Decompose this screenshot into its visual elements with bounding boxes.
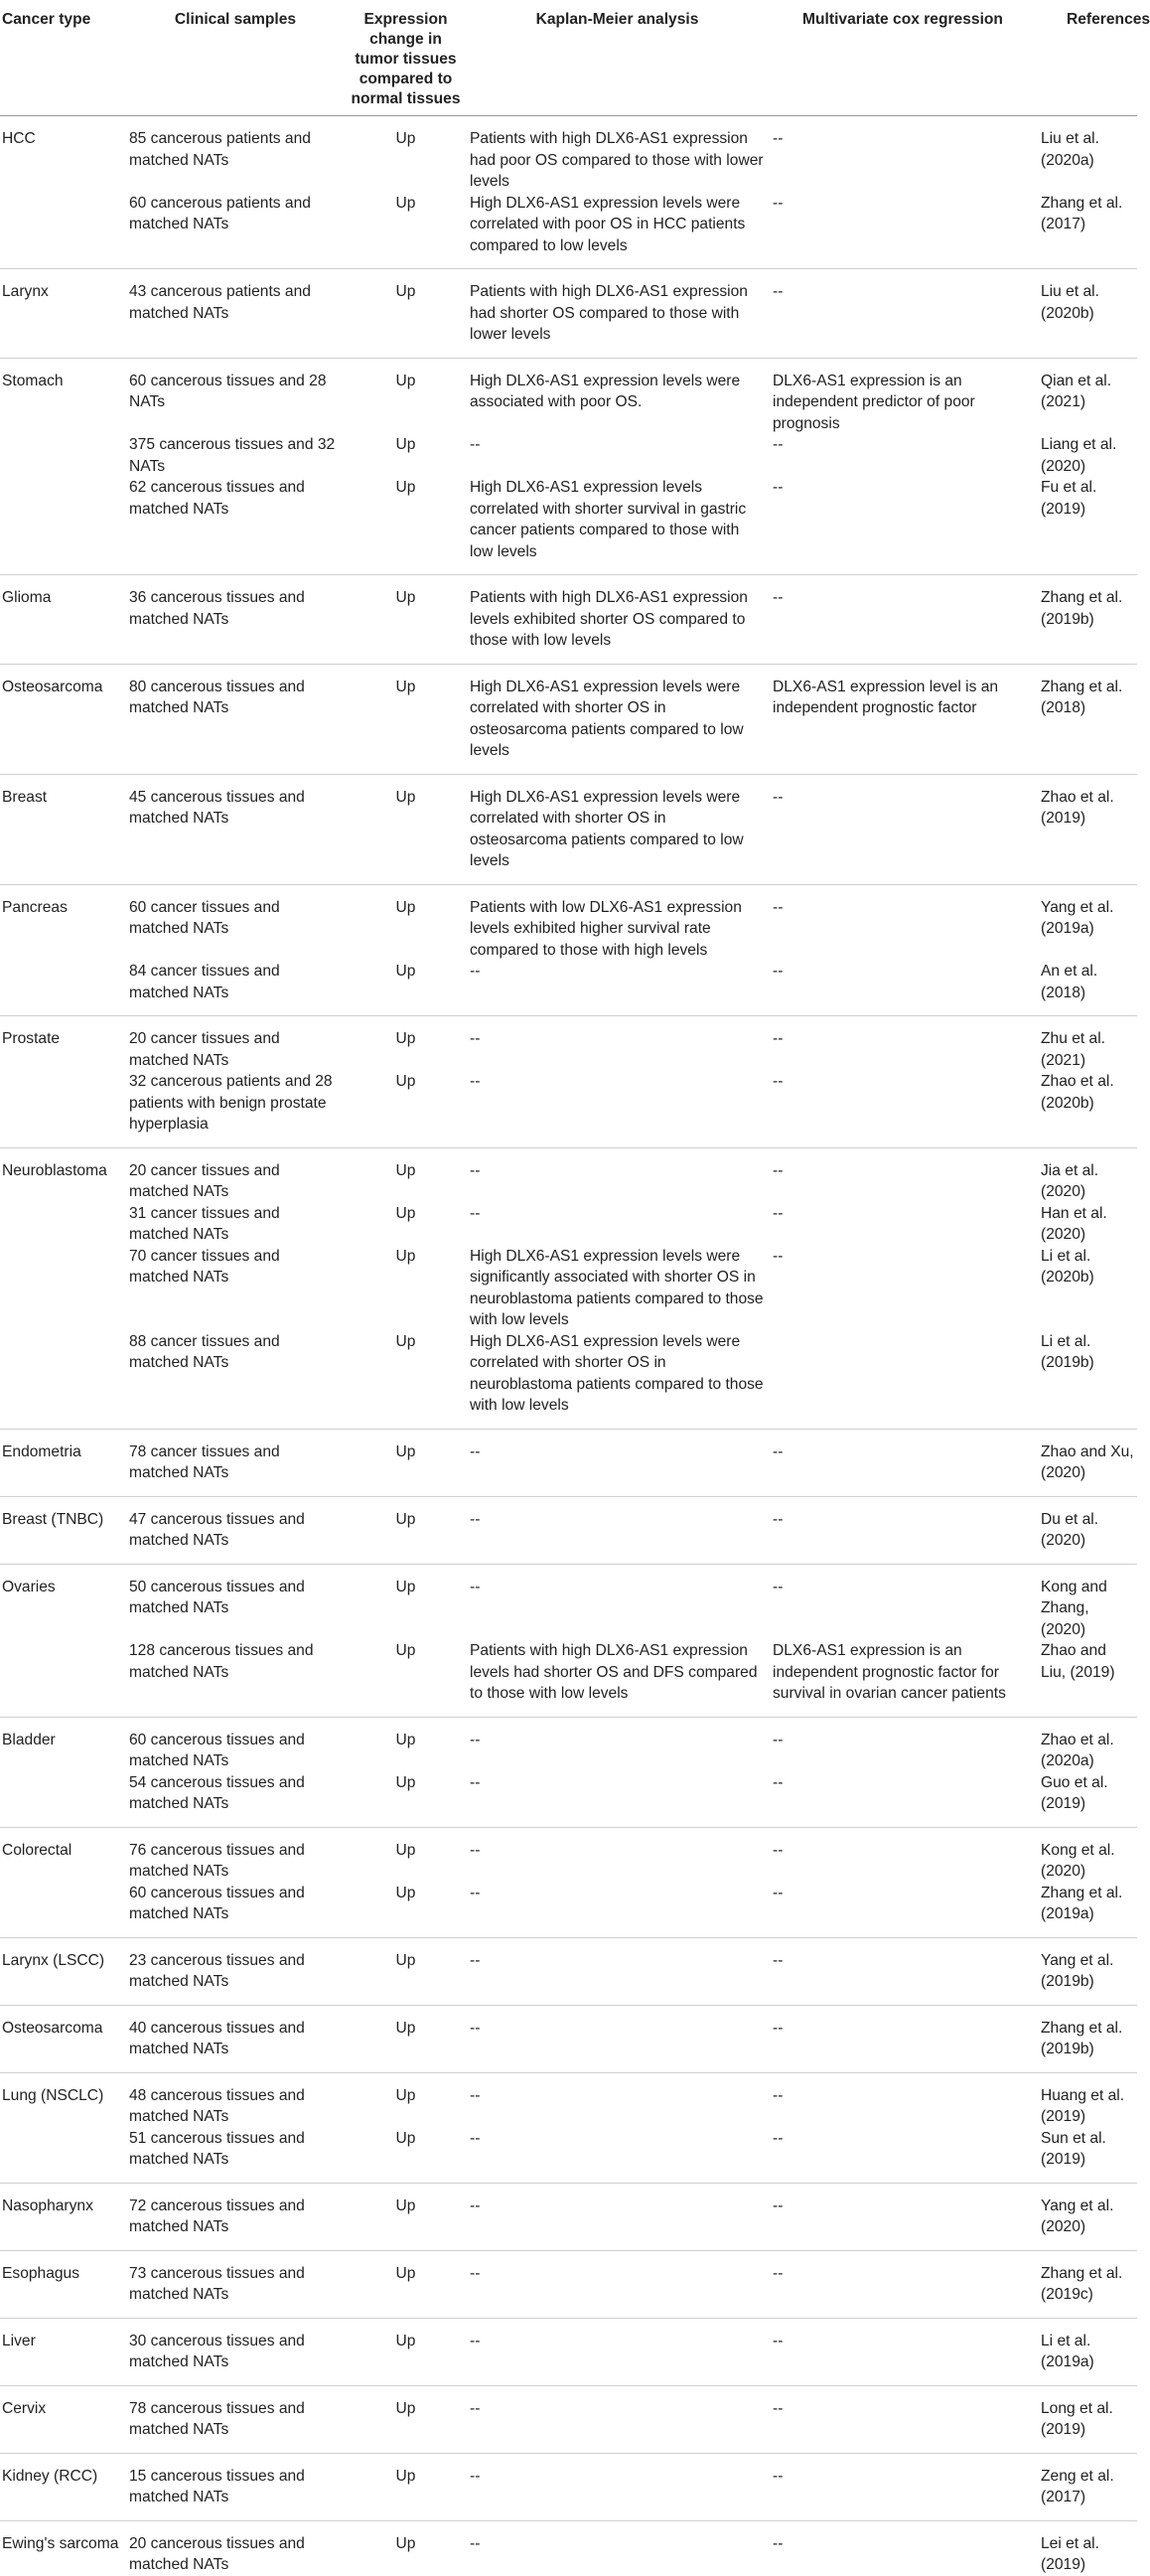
kaplan-meier-cell: -- xyxy=(466,1937,769,2005)
cancer-type-cell xyxy=(0,2128,125,2184)
cox-regression-cell: -- xyxy=(769,193,1037,269)
clinical-samples-cell: 54 cancerous tissues and matched NATs xyxy=(125,1772,346,1828)
clinical-samples-cell: 60 cancerous tissues and matched NATs xyxy=(129,1731,305,1769)
cancer-type-cell xyxy=(0,1203,125,1246)
kaplan-meier-cell: -- xyxy=(466,2250,769,2318)
reference-cell: Yang et al. (2020) xyxy=(1037,2183,1137,2250)
reference-cell: Li et al. (2019b) xyxy=(1037,1331,1137,1430)
cox-regression-cell: -- xyxy=(769,2318,1037,2385)
cancer-type-cell xyxy=(0,434,125,477)
clinical-samples-cell: 60 cancerous patients and matched NATs xyxy=(125,193,346,269)
expression-cell: Up xyxy=(346,1937,466,2005)
cancer-type-cell xyxy=(0,1246,125,1331)
reference-cell: Fu et al. (2019) xyxy=(1037,477,1137,575)
reference-cell: Zhang et al. (2018) xyxy=(1037,664,1137,774)
kaplan-meier-cell: -- xyxy=(466,1496,769,1564)
expression-cell: Up xyxy=(346,2183,466,2250)
clinical-samples-cell: 31 cancer tissues and matched NATs xyxy=(129,1204,280,1243)
kaplan-meier-cell: -- xyxy=(466,1883,769,1938)
expression-cell: Up xyxy=(395,2534,416,2552)
cancer-type-cell xyxy=(0,193,125,269)
clinical-samples-cell: 43 cancerous patients and matched NATs xyxy=(125,269,346,359)
reference-cell: Zhao et al. (2019) xyxy=(1037,774,1137,884)
table-row xyxy=(0,2005,1137,2072)
cox-regression-cell: -- xyxy=(769,2453,1037,2520)
header-references: References xyxy=(1037,0,1137,116)
table-row xyxy=(0,116,1137,193)
expression-cell: Up xyxy=(395,1578,416,1595)
clinical-samples-cell: 20 cancerous tissues and matched NATs xyxy=(129,2534,305,2573)
kaplan-meier-cell: -- xyxy=(466,961,769,1016)
cox-regression-cell: -- xyxy=(769,575,1037,665)
reference-cell: Li et al. (2019a) xyxy=(1037,2318,1137,2385)
expression-cell: Up xyxy=(346,477,466,575)
cancer-type-cell: Glioma xyxy=(0,575,125,665)
reference-cell: Zhao et al. (2020a) xyxy=(1041,1731,1114,1769)
table-row xyxy=(0,193,1137,269)
cancer-type-cell: Prostate xyxy=(2,1030,61,1047)
cancer-type-cell: Lung (NSCLC) xyxy=(2,2086,104,2104)
cancer-type-cell: Larynx xyxy=(0,269,125,359)
header-cancer-type: Cancer type xyxy=(0,0,125,116)
expression-cell: Up xyxy=(395,1161,416,1179)
clinical-samples-cell: 60 cancerous tissues and matched NATs xyxy=(125,1883,346,1938)
expression-cell: Up xyxy=(346,575,466,665)
expression-cell: Up xyxy=(395,130,416,147)
header-expression-change: Expression change in tumor tissues compared to normal tissues xyxy=(346,0,466,116)
cox-regression-cell: -- xyxy=(769,1883,1037,1938)
table-row xyxy=(0,1331,1137,1430)
cancer-type-cell: Esophagus xyxy=(0,2250,125,2318)
reference-cell: Lei et al. (2019) xyxy=(1041,2534,1099,2573)
cancer-type-cell: Neuroblastoma xyxy=(2,1161,107,1179)
kaplan-meier-cell: Patients with high DLX6-AS1 expression levels had shorter OS and DFS compared to those with low levels xyxy=(466,1640,769,1717)
kaplan-meier-cell: Patients with high DLX6-AS1 expression had poor OS compared to those with lower levels xyxy=(470,130,764,190)
reference-cell: Liu et al. (2020a) xyxy=(1041,130,1099,169)
cancer-type-cell xyxy=(0,1640,125,1717)
table-row xyxy=(0,1246,1137,1331)
reference-cell: Zhang et al. (2019c) xyxy=(1037,2250,1137,2318)
header-kaplan-meier: Kaplan-Meier analysis xyxy=(466,0,769,116)
table-row xyxy=(0,1203,1137,1246)
kaplan-meier-cell: -- xyxy=(470,1578,481,1595)
clinical-samples-cell: 73 cancerous tissues and matched NATs xyxy=(125,2250,346,2318)
expression-cell: Up xyxy=(395,2086,416,2104)
cancer-type-cell xyxy=(0,1883,125,1938)
expression-cell: Up xyxy=(395,1731,416,1748)
kaplan-meier-cell: -- xyxy=(470,1841,481,1859)
clinical-samples-cell: 128 cancerous tissues and matched NATs xyxy=(125,1640,346,1717)
clinical-samples-cell: 78 cancer tissues and matched NATs xyxy=(125,1429,346,1496)
cancer-type-cell: Liver xyxy=(0,2318,125,2385)
cox-regression-cell xyxy=(769,1331,1037,1430)
reference-cell: Du et al. (2020) xyxy=(1037,1496,1137,1564)
kaplan-meier-cell: -- xyxy=(466,1429,769,1496)
cox-regression-cell: -- xyxy=(769,1937,1037,2005)
clinical-samples-cell: 36 cancerous tissues and matched NATs xyxy=(125,575,346,665)
expression-cell: Up xyxy=(346,2005,466,2072)
table-row xyxy=(0,1883,1137,1938)
clinical-samples-cell: 45 cancerous tissues and matched NATs xyxy=(125,774,346,884)
table-row xyxy=(0,2385,1137,2453)
kaplan-meier-cell: -- xyxy=(466,2453,769,2520)
cox-regression-cell: -- xyxy=(773,1247,784,1265)
table-row xyxy=(0,358,1137,434)
kaplan-meier-cell: High DLX6-AS1 expression levels were correlated with shorter OS in osteosarcoma patients compared to low levels xyxy=(466,664,769,774)
expression-cell: Up xyxy=(346,269,466,359)
kaplan-meier-cell: -- xyxy=(466,2005,769,2072)
cancer-type-cell: Bladder xyxy=(2,1731,56,1748)
clinical-samples-cell: 88 cancer tissues and matched NATs xyxy=(125,1331,346,1430)
reference-cell: Long et al. (2019) xyxy=(1037,2385,1137,2453)
clinical-samples-cell: 20 cancer tissues and matched NATs xyxy=(129,1161,280,1200)
expression-cell: Up xyxy=(395,1841,416,1859)
expression-cell: Up xyxy=(346,1640,466,1717)
cox-regression-cell: -- xyxy=(769,2385,1037,2453)
cancer-type-cell: Breast xyxy=(0,774,125,884)
table-row xyxy=(0,1937,1137,2005)
cancer-type-cell: Stomach xyxy=(2,372,64,389)
reference-cell: Qian et al. (2021) xyxy=(1041,372,1112,410)
table-row xyxy=(0,1640,1137,1717)
reference-cell: Zhang et al. (2019a) xyxy=(1037,1883,1137,1938)
cancer-type-cell: Ewing's sarcoma xyxy=(2,2534,119,2552)
cancer-type-cell xyxy=(0,477,125,575)
cancer-type-cell xyxy=(0,1331,125,1430)
table-row xyxy=(0,434,1137,477)
cancer-type-cell: Colorectal xyxy=(2,1841,72,1859)
expression-cell: Up xyxy=(346,2250,466,2318)
cox-regression-cell: -- xyxy=(769,774,1037,884)
cox-regression-cell: -- xyxy=(773,1578,784,1595)
table-row xyxy=(0,477,1137,575)
cancer-type-cell: Breast (TNBC) xyxy=(0,1496,125,1564)
cox-regression-cell: -- xyxy=(773,2086,784,2104)
clinical-samples-cell: 84 cancer tissues and matched NATs xyxy=(125,961,346,1016)
clinical-samples-cell: 62 cancerous tissues and matched NATs xyxy=(125,477,346,575)
header-row xyxy=(0,0,1137,116)
cox-regression-cell: -- xyxy=(769,477,1037,575)
cox-regression-cell: -- xyxy=(769,1772,1037,1828)
table-row xyxy=(0,774,1137,884)
reference-cell: Yang et al. (2019a) xyxy=(1041,898,1114,937)
reference-cell: Guo et al. (2019) xyxy=(1037,1772,1137,1828)
table-row xyxy=(0,1827,1137,1883)
reference-cell: Sun et al. (2019) xyxy=(1037,2128,1137,2184)
reference-cell: Liu et al. (2020b) xyxy=(1037,269,1137,359)
table-row xyxy=(0,961,1137,1016)
kaplan-meier-cell: High DLX6-AS1 expression levels were correlated with poor OS in HCC patients compared to low levels xyxy=(466,193,769,269)
table-row xyxy=(0,2072,1137,2128)
expression-cell: Up xyxy=(346,1071,466,1147)
table-row xyxy=(0,2318,1137,2385)
kaplan-meier-cell: -- xyxy=(470,436,481,453)
kaplan-meier-cell: High DLX6-AS1 expression levels correlated with shorter survival in gastric cancer patients compared to those with low levels xyxy=(466,477,769,575)
expression-cell: Up xyxy=(395,1030,416,1047)
cancer-type-cell xyxy=(0,961,125,1016)
clinical-samples-cell: 80 cancerous tissues and matched NATs xyxy=(125,664,346,774)
expression-cell: Up xyxy=(346,1772,466,1828)
reference-cell: Zhao et al. (2020b) xyxy=(1037,1071,1137,1147)
cancer-type-cell: HCC xyxy=(2,130,36,147)
reference-cell: Kong et al. (2020) xyxy=(1041,1841,1115,1880)
clinical-samples-cell: 30 cancerous tissues and matched NATs xyxy=(125,2318,346,2385)
cox-regression-cell: DLX6-AS1 expression is an independent prognostic factor for survival in ovarian cancer patients xyxy=(769,1640,1037,1717)
reference-cell: Liang et al. (2020) xyxy=(1041,436,1117,475)
cancer-type-cell: Pancreas xyxy=(2,898,68,916)
clinical-samples-cell: 76 cancerous tissues and matched NATs xyxy=(129,1841,305,1880)
expression-cell: Up xyxy=(395,372,416,389)
reference-cell: Kong and Zhang, (2020) xyxy=(1041,1578,1107,1638)
table-row xyxy=(0,2183,1137,2250)
expression-cell: Up xyxy=(395,1204,416,1222)
header-clinical-samples: Clinical samples xyxy=(125,0,346,116)
kaplan-meier-cell: High DLX6-AS1 expression levels were correlated with shorter OS in neuroblastoma patients compared to those with low levels xyxy=(466,1331,769,1430)
kaplan-meier-cell: -- xyxy=(466,2385,769,2453)
expression-cell: Up xyxy=(346,2318,466,2385)
cancer-type-cell: Cervix xyxy=(0,2385,125,2453)
expression-cell: Up xyxy=(395,898,416,916)
expression-cell: Up xyxy=(346,193,466,269)
expression-cell: Up xyxy=(346,1883,466,1938)
kaplan-meier-cell: High DLX6-AS1 expression levels were associated with poor OS. xyxy=(470,372,741,410)
cox-regression-cell: -- xyxy=(769,269,1037,359)
table-row xyxy=(0,2520,1137,2576)
reference-cell: Zhao and Liu, (2019) xyxy=(1037,1640,1137,1717)
reference-cell: Zeng et al. (2017) xyxy=(1037,2453,1137,2520)
clinical-samples-cell: 32 cancerous patients and 28 patients with benign prostate hyperplasia xyxy=(125,1071,346,1147)
cancer-type-cell: Larynx (LSCC) xyxy=(0,1937,125,2005)
table-row xyxy=(0,664,1137,774)
cox-regression-cell: -- xyxy=(773,1841,784,1859)
cox-regression-cell: -- xyxy=(769,1429,1037,1496)
table-row xyxy=(0,1429,1137,1496)
kaplan-meier-cell: -- xyxy=(466,2183,769,2250)
expression-cell: Up xyxy=(395,436,416,453)
reference-cell: Zhao and Xu, (2020) xyxy=(1037,1429,1137,1496)
reference-cell: Huang et al. (2019) xyxy=(1041,2086,1125,2125)
cox-regression-cell: -- xyxy=(773,1161,784,1179)
reference-cell: Zhang et al. (2019b) xyxy=(1037,575,1137,665)
cox-regression-cell: -- xyxy=(773,2534,784,2552)
reference-cell: Zhang et al. (2017) xyxy=(1037,193,1137,269)
clinical-samples-cell: 375 cancerous tissues and 32 NATs xyxy=(129,436,336,475)
table-row xyxy=(0,884,1137,961)
table-row xyxy=(0,1772,1137,1828)
reference-cell: Li et al. (2020b) xyxy=(1041,1247,1094,1286)
table-row xyxy=(0,1071,1137,1147)
clinical-samples-cell: 48 cancerous tissues and matched NATs xyxy=(129,2086,305,2125)
cancer-type-cell: Kidney (RCC) xyxy=(0,2453,125,2520)
cancer-type-cell: Ovaries xyxy=(2,1578,56,1595)
kaplan-meier-cell: -- xyxy=(466,2128,769,2184)
table-row xyxy=(0,2128,1137,2184)
clinical-samples-cell: 50 cancerous tissues and matched NATs xyxy=(129,1578,305,1616)
clinical-samples-cell: 78 cancerous tissues and matched NATs xyxy=(125,2385,346,2453)
kaplan-meier-cell: -- xyxy=(470,2086,481,2104)
clinical-samples-cell: 51 cancerous tissues and matched NATs xyxy=(125,2128,346,2184)
cancer-type-cell xyxy=(0,1071,125,1147)
expression-cell: Up xyxy=(395,1247,416,1265)
cox-regression-cell: -- xyxy=(769,1071,1037,1147)
kaplan-meier-cell: -- xyxy=(470,2534,481,2552)
expression-cell: Up xyxy=(346,2128,466,2184)
kaplan-meier-cell: High DLX6-AS1 expression levels were significantly associated with shorter OS in neuroblastoma patients compared to those with low levels xyxy=(470,1247,764,1328)
expression-cell: Up xyxy=(346,1331,466,1430)
expression-cell: Up xyxy=(346,1429,466,1496)
cox-regression-cell: -- xyxy=(769,1496,1037,1564)
cox-regression-cell: DLX6-AS1 expression is an independent predictor of poor prognosis xyxy=(773,372,975,432)
cox-regression-cell: -- xyxy=(769,2250,1037,2318)
cancer-type-cell: Endometria xyxy=(0,1429,125,1496)
table-row xyxy=(0,2453,1137,2520)
kaplan-meier-cell: Patients with high DLX6-AS1 expression levels exhibited shorter OS compared to those with low levels xyxy=(466,575,769,665)
table-row xyxy=(0,575,1137,665)
table-row xyxy=(0,1564,1137,1640)
kaplan-meier-cell: Patients with low DLX6-AS1 expression levels exhibited higher survival rate compared to those with high levels xyxy=(470,898,742,959)
clinical-samples-cell: 60 cancer tissues and matched NATs xyxy=(129,898,280,937)
kaplan-meier-cell: Patients with high DLX6-AS1 expression had shorter OS compared to those with lower levels xyxy=(466,269,769,359)
clinical-samples-cell: 60 cancerous tissues and 28 NATs xyxy=(129,372,327,410)
cancer-type-cell: Nasopharynx xyxy=(0,2183,125,2250)
clinical-samples-cell: 47 cancerous tissues and matched NATs xyxy=(125,1496,346,1564)
reference-cell: Yang et al. (2019b) xyxy=(1037,1937,1137,2005)
expression-cell: Up xyxy=(346,961,466,1016)
clinical-samples-cell: 40 cancerous tissues and matched NATs xyxy=(125,2005,346,2072)
kaplan-meier-cell: -- xyxy=(470,1030,481,1047)
clinical-samples-cell: 72 cancerous tissues and matched NATs xyxy=(125,2183,346,2250)
cancer-type-cell xyxy=(0,1772,125,1828)
expression-cell: Up xyxy=(346,664,466,774)
table-body xyxy=(0,116,1137,2576)
expression-cell: Up xyxy=(346,774,466,884)
table-row xyxy=(0,2250,1137,2318)
kaplan-meier-cell: -- xyxy=(466,2318,769,2385)
cox-regression-cell: -- xyxy=(773,1030,784,1047)
cox-regression-cell: -- xyxy=(773,1204,784,1222)
cox-regression-cell: DLX6-AS1 expression level is an independent prognostic factor xyxy=(769,664,1037,774)
kaplan-meier-cell: -- xyxy=(470,1731,481,1748)
clinical-samples-cell: 23 cancerous tissues and matched NATs xyxy=(125,1937,346,2005)
cox-regression-cell: -- xyxy=(769,2128,1037,2184)
reference-cell: Zhang et al. (2019b) xyxy=(1037,2005,1137,2072)
clinical-samples-cell: 85 cancerous patients and matched NATs xyxy=(129,130,311,169)
clinical-samples-cell: 15 cancerous tissues and matched NATs xyxy=(125,2453,346,2520)
kaplan-meier-cell: -- xyxy=(470,1204,481,1222)
reference-cell: Jia et al. (2020) xyxy=(1041,1161,1099,1200)
table-row xyxy=(0,1016,1137,1072)
expression-cell: Up xyxy=(346,1496,466,1564)
kaplan-meier-cell: -- xyxy=(466,1772,769,1828)
reference-cell: Zhu et al. (2021) xyxy=(1041,1030,1106,1069)
kaplan-meier-cell: -- xyxy=(470,1161,481,1179)
table-row xyxy=(0,1496,1137,1564)
cancer-type-cell: Osteosarcoma xyxy=(0,2005,125,2072)
cox-regression-cell: -- xyxy=(773,898,784,916)
cox-regression-cell: -- xyxy=(773,436,784,453)
kaplan-meier-cell: High DLX6-AS1 expression levels were correlated with shorter OS in osteosarcoma patients compared to low levels xyxy=(466,774,769,884)
header-multivariate-cox: Multivariate cox regression xyxy=(769,0,1037,116)
cox-regression-cell: -- xyxy=(769,2183,1037,2250)
expression-cell: Up xyxy=(346,2453,466,2520)
cox-regression-cell: -- xyxy=(769,961,1037,1016)
cancer-type-cell: Osteosarcoma xyxy=(0,664,125,774)
table-row xyxy=(0,1147,1137,1203)
clinical-samples-cell: 70 cancer tissues and matched NATs xyxy=(129,1247,280,1286)
expression-cell: Up xyxy=(346,2385,466,2453)
kaplan-meier-cell: -- xyxy=(466,1071,769,1147)
clinical-samples-cell: 20 cancer tissues and matched NATs xyxy=(129,1030,280,1069)
table-row xyxy=(0,1717,1137,1772)
reference-cell: Han et al. (2020) xyxy=(1041,1204,1107,1243)
reference-cell: An et al. (2018) xyxy=(1037,961,1137,1016)
cox-regression-cell: -- xyxy=(769,2005,1037,2072)
cox-regression-cell: -- xyxy=(773,130,784,147)
table-row xyxy=(0,269,1137,359)
cox-regression-cell: -- xyxy=(773,1731,784,1748)
